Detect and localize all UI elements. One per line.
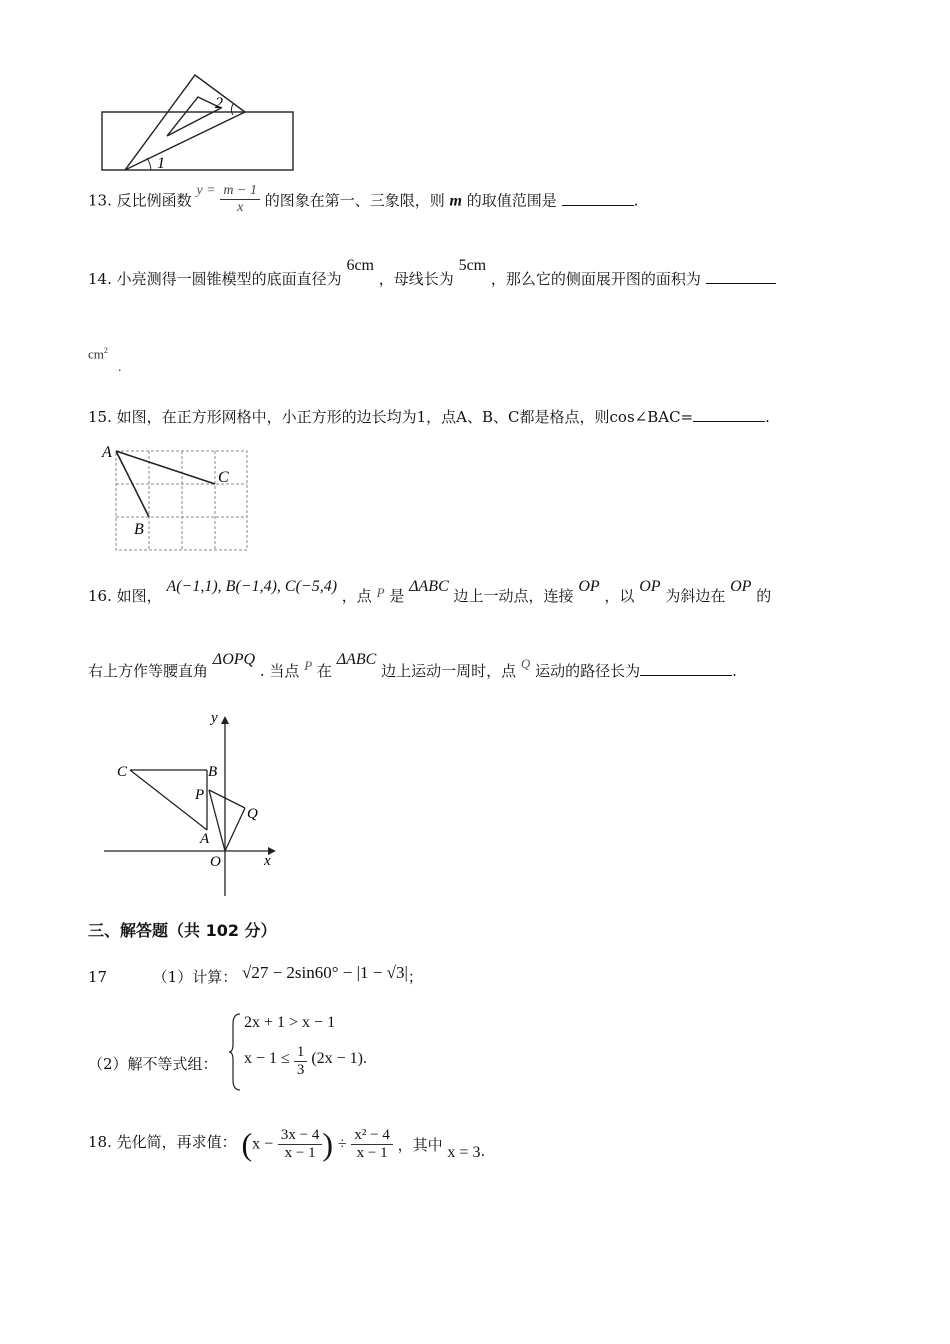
- q16-tri-abc2: ΔABC: [336, 651, 377, 668]
- q16-answer-blank[interactable]: [640, 661, 732, 676]
- question-18: [88, 1126, 485, 1163]
- q13-func-den: x: [237, 200, 244, 216]
- q16-end: .: [732, 662, 737, 680]
- q18-expr-a: x −: [252, 1135, 274, 1153]
- q17-expr-b: − 2sin60° −: [268, 963, 357, 982]
- q15-answer-blank[interactable]: [693, 407, 765, 422]
- q13-fraction: [220, 183, 260, 216]
- q18-den1: x − 1: [284, 1145, 316, 1161]
- fig16-label-b: B: [208, 764, 218, 780]
- q17-part1-label: （1）计算：: [152, 968, 238, 986]
- segment-pq: [209, 790, 245, 808]
- q14-text-b: ，母线长为: [378, 270, 454, 288]
- q14-number: 14.: [88, 270, 112, 288]
- q16-line2-a: 右上方作等腰直角: [88, 662, 209, 680]
- q13-answer-blank[interactable]: [562, 191, 634, 206]
- q14-unit: cm: [88, 346, 104, 362]
- q17-ineq1: 2x + 1 > x − 1: [244, 1014, 336, 1031]
- fig16-label-c: C: [117, 764, 128, 780]
- q16-p2: P: [304, 658, 313, 673]
- q16-text-b: ，点: [341, 587, 372, 605]
- segment-op: [209, 790, 225, 851]
- q15-number: 15.: [88, 408, 112, 426]
- q16-tri-abc: ΔABC: [409, 578, 449, 595]
- fig16-label-a: A: [200, 831, 210, 847]
- q17-ineq2-num: 1: [294, 1044, 308, 1062]
- q18-div: ÷: [337, 1135, 347, 1153]
- q15-text: 如图，在正方形网格中，小正方形的边长均为1，点A、B、C都是格点，则cos∠BAC=: [116, 408, 694, 426]
- q17-part1-end: ；: [407, 968, 423, 986]
- ruler-triangle-figure: [95, 70, 305, 180]
- question-14: [88, 257, 776, 289]
- fig16-label-x: x: [264, 853, 271, 869]
- q17-ineq2-b: (2x − 1): [311, 1050, 363, 1068]
- q17-brace: [228, 1012, 242, 1092]
- q16-text-f: 为斜边在: [665, 587, 726, 605]
- q13-end: .: [633, 191, 639, 210]
- q16-points: A(−1,1), B(−1,4), C(−5,4): [166, 578, 338, 595]
- q18-rparen: ): [322, 1126, 334, 1162]
- angle1-label: 1: [157, 155, 165, 172]
- q18-fraction1: [278, 1127, 322, 1163]
- q16-line2-b: . 当点: [259, 662, 300, 680]
- question-15: [88, 406, 770, 427]
- q15-label-c: C: [218, 469, 229, 486]
- y-axis-arrow: [221, 716, 229, 724]
- q15-end: .: [765, 408, 770, 426]
- q16-tri-opq: ΔOPQ: [212, 651, 256, 668]
- angle2-arc: [231, 103, 234, 115]
- q16-op3: OP: [730, 578, 752, 595]
- q16-line2-d: 边上运动一周时，点: [381, 662, 517, 680]
- q16-op1: OP: [578, 578, 600, 595]
- q14-diameter: 6cm: [346, 257, 374, 274]
- fig16-label-q: Q: [247, 806, 258, 822]
- question-16-line1: [88, 578, 772, 606]
- q16-op2: OP: [639, 578, 661, 595]
- q13-func-num: m − 1: [220, 183, 260, 200]
- q14-slant: 5cm: [458, 257, 487, 274]
- q16-line2-e: 运动的路径长为: [535, 662, 641, 680]
- q18-xval: x = 3: [447, 1143, 481, 1161]
- q16-q: Q: [520, 656, 531, 671]
- fig16-label-y: y: [211, 710, 218, 726]
- q17-number: 17: [88, 968, 108, 986]
- q13-text-c: 的取值范围是: [466, 191, 557, 210]
- q16-number: 16.: [88, 587, 112, 605]
- q18-text-a: 先化简，再求值：: [116, 1132, 237, 1151]
- fig16-label-o: O: [210, 854, 221, 870]
- q17-ineq2-fraction: [294, 1044, 308, 1080]
- q14-unit-line: [88, 346, 122, 378]
- set-square-outer: [125, 75, 245, 170]
- question-17-part1: [88, 963, 423, 987]
- q18-fraction2: [351, 1127, 392, 1163]
- q18-lparen: (: [241, 1126, 253, 1162]
- q17-expr-c: |1 − √3|: [356, 963, 408, 982]
- q17-ineq2-den: 3: [296, 1062, 305, 1079]
- q14-text-c: ，那么它的侧面展开图的面积为: [490, 270, 701, 288]
- q17-ineq2-a: x − 1 ≤: [244, 1050, 290, 1068]
- q14-answer-blank[interactable]: [706, 269, 776, 284]
- q16-p: P: [376, 585, 385, 600]
- q18-num2: x² − 4: [351, 1127, 392, 1145]
- section3-title: 三、解答题（共 102 分）: [88, 921, 277, 940]
- segment-qo: [225, 808, 245, 851]
- question-13: [88, 182, 639, 218]
- q13-text-a: 反比例函数: [116, 191, 192, 210]
- angle2-label: 2: [215, 95, 223, 112]
- q16-text-a: 如图，: [116, 587, 162, 605]
- q14-end: .: [118, 360, 122, 376]
- q16-text-e: ，以: [604, 587, 635, 605]
- q13-var: m: [449, 192, 462, 210]
- angle1-arc: [147, 158, 151, 170]
- q15-grid-figure: [100, 440, 255, 555]
- question-16-line2: [88, 651, 737, 681]
- q15-label-b: B: [134, 521, 144, 538]
- q17-part2-end: .: [363, 1050, 367, 1068]
- q16-text-c: 是: [389, 587, 405, 605]
- q18-num1: 3x − 4: [278, 1127, 322, 1145]
- q13-text-b: 的图象在第一、三象限，则: [264, 191, 445, 210]
- q17-expr-a: √27: [241, 963, 269, 982]
- fig16-label-p: P: [195, 787, 205, 803]
- q14-unit-exp: 2: [103, 346, 108, 355]
- q13-number: 13.: [88, 191, 112, 210]
- q16-text-g: 的: [756, 587, 772, 605]
- q16-coordinate-figure: [100, 708, 285, 900]
- q13-func-lhs: y =: [196, 182, 216, 198]
- q15-label-a: A: [102, 444, 112, 461]
- q18-text-b: ，其中: [397, 1136, 443, 1154]
- q17-ineq2: [244, 1044, 367, 1080]
- q18-end: .: [480, 1141, 486, 1160]
- q18-den2: x − 1: [356, 1145, 388, 1161]
- q14-text-a: 小亮测得一圆锥模型的底面直径为: [116, 270, 342, 288]
- q17-part2-label: （2）解不等式组：: [88, 1055, 218, 1073]
- q18-number: 18.: [88, 1132, 112, 1151]
- q16-line2-c: 在: [316, 662, 332, 680]
- q16-text-d: 边上一动点，连接: [453, 587, 574, 605]
